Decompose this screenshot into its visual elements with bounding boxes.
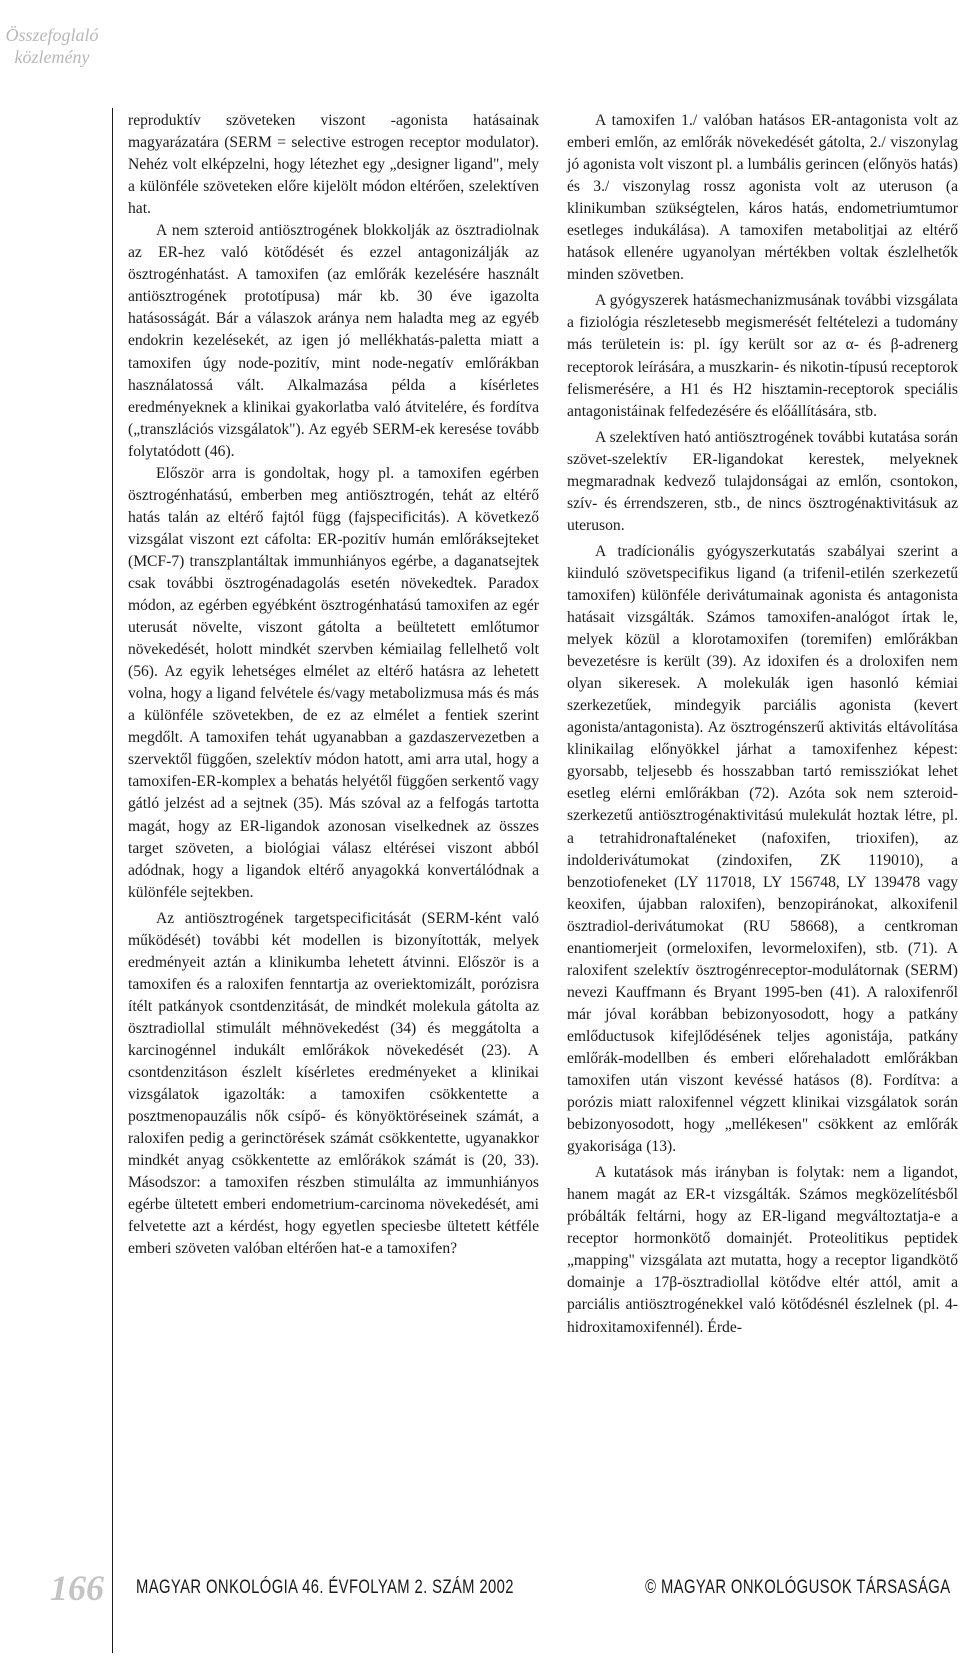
section-tag-line2: közlemény <box>14 47 90 67</box>
paragraph: A szelektíven ható antiösztrogének további kutatása során szövet-szelektív ER-ligandokat kerestek, melyeknek megmaradnak kedvező tulajdonságai az emlőn, csontokon, szív- és érrendszeren, stb., de nincs ösztrogénaktivitásuk az uteruson. <box>567 428 958 534</box>
section-tag <box>0 24 104 68</box>
margin-rule <box>112 108 113 1653</box>
paragraph: A tamoxifen 1./ valóban hatásos ER-antagonista volt az emberi emlőn, az emlőrák növekedését gátolta, 2./ viszonylag jó agonista volt viszont pl. a lumbális gerincen (előnyös hatás) és 3./ viszonylag rossz agonista volt az uteruson (a klinikumban szükségtelen, káros hatás, endometriumtumor esetleges indukálása). A tamoxifen metabolitjai az eltérő hatások ellenére ugyanolyan mértékben voltak észlelhetők minden szövetben. <box>567 112 958 284</box>
paragraph: reproduktív szöveteken viszont -agonista hatásainak magyarázatára (SERM = selective estrogen receptor modulator). Nehéz volt elképzelni, hogy létezhet egy „designer ligand", mely a különféle szöveteken előre kijelölt módon eltérően, szelektíven hat. <box>128 112 539 218</box>
paragraph: Az antiösztrogének targetspecificitását (SERM-ként való működését) további két modellen is bizonyították, melyek eredményeit aztán a klinikumba lehetett átvinni. Először is a tamoxifen és a raloxifen fenntartja az overiektomizált, porózisra ítélt patkányok csontdenzitását, de mindkét molekula gátolta az ösztradiollal stimulált méhnövekedést (34) és meggátolta a karcinogénnel indukált emlőrákok növekedését (23). A csontdenzitáson észlelt kísérletes eredményeket a klinikai vizsgálatok igazolták: a tamoxifen csökkentette a posztmenopauzális nők csípő- és könyöktöréseinek számát, a raloxifen pedig a gerinctörések számát csökkentette, ugyanakkor mindkét anyag csökkentette az emlőrákok számát is (20, 33). Másodszor: a tamoxifen részben stimulálta az immunhiányos egérbe ültetett emberi endometrium-carcinoma növekedését, ami felvetette azt a kérdést, hogy egyetlen speciesbe ültetett kétféle emberi szöveten valóban eltérően hat-e a tamoxifen? <box>128 909 539 1258</box>
page-number: 166 <box>50 1568 104 1608</box>
paragraph: A kutatások más irányban is folytak: nem a ligandot, hanem magát az ER-t vizsgálták. Számos megközelítésből próbálták feltárni, hogy az ER-ligand megváltoztatja-e a receptor hormonkötő domainjét. Proteolitikus peptidek „mapping" vizsgálata azt mutatta, hogy a receptor ligandkötő domainje a 17β-ösztradiollal kötődve eltér attól, amit a parciális antiösztrogénekkel való kötődésnél észlelnek (pl. 4-hidroxitamoxifennél). Érde- <box>567 1164 958 1336</box>
paragraph: A tradícionális gyógyszerkutatás szabályai szerint a kiinduló szövetspecifikus ligand (a trifenil-etilén szerkezetű tamoxifen) különféle derivátumainak agonista és antagonista hatásait vizsgálták. Számos tamoxifen-analógot írtak le, melyek közül a klorotamoxifen (toremifen) emlőrákban bevezetésre is került (39). Az idoxifen és a droloxifen nem olyan sikeresek. A molekulák igen hasonló kémiai szerkezetűek, mindegyik parciális agonista (kevert agonista/antagonista). Az ösztrogénszerű aktivitás eltávolítása klinikailag előnyökkel járhat a tamoxifenhez képest: gyorsabb, teljesebb és hosszabban tartó remissziókat lehet esetleg elérni emlőrákban (72). Azóta sok nem szteroid-szerkezetű antiösztrogénaktivitású mulekulát hoztak létre, pl. a tetrahidronaftaléneket (nafoxifen, trioxifen), az indolderivátumokat (zindoxifen, ZK 119010), a benzotiofeneket (LY 117018, LY 156748, LY 139478 vagy keoxifen, újabban raloxifen), benzopiránokat, alkoxifenil ösztradiol-derivátumokat (RU 58668), a centkroman enantiomerjeit (ormeloxifen, levormeloxifen), stb. (71). A raloxifent szelektív ösztrogénreceptor-modulátornak (SERM) nevezi Kauffmann és Bryant 1995-ben (41). A raloxifenről már jóval korábban bebizonyosodott, hogy a patkány emlőductusok kifejlődésének teljes agonistája, patkány emlőrák-modellben és emberi előrehaladott emlőrákban tamoxifen után viszont kevéssé hatásos (8). Fordítva: a porózis miatt raloxifennel végzett klinikai vizsgálatok során bebizonyosodott, hogy „mellékesen" csökkent az emlőrák gyakorisága (13). <box>567 542 958 1156</box>
journal-footer: MAGYAR ONKOLÓGIA 46. ÉVFOLYAM 2. SZÁM 2002 <box>136 1577 514 1598</box>
paragraph: A gyógyszerek hatásmechanizmusának további vizsgálata a fiziológia részletesebb megismerését feltételezi a tudomány más területein is: pl. így került sor az α- és β-adrenerg receptorok leírására, a muszkarin- és nikotin-típusú receptorok felismerésére, a H1 és H2 hisztamin-receptorok speciális antagonistáinak felfedezésére és előállítására, stb. <box>567 292 958 420</box>
copyright-footer: © MAGYAR ONKOLÓGUSOK TÁRSASÁGA <box>644 1577 950 1598</box>
left-column <box>128 110 539 1260</box>
paragraph: A nem szteroid antiösztrogének blokkolják az ösztradiolnak az ER-hez való kötődését és ezzel antagonizálják az ösztrogénhatást. A tamoxifen (az emlőrák kezelésére használt antiösztrogének prototípusa) már kb. 30 éve igazolta hatásosságát. Bár a válaszok aránya nem haladta meg az egyéb endokrin kezelésekét, az igen jó mellékhatás-paletta miatt a tamoxifen úgy node-pozitív, mint node-negatív emlőrákban használatossá vált. Alkalmazása példa a kísérletes eredményeknek a klinikai gyakorlatba való átvitelére, és fordítva („transzlációs vizsgálatok"). Az egyéb SERM-ek keresése tovább folytatódott (46). <box>128 222 539 460</box>
right-column <box>567 110 958 1339</box>
section-tag-line1: Összefoglaló <box>5 25 99 45</box>
paragraph: Először arra is gondoltak, hogy pl. a tamoxifen egérben ösztrogénhatású, emberben meg antiösztrogén, tehát az eltérő hatás talán az eltérő fajtól függ (fajspecificitás). A következő vizsgálat viszont ezt cáfolta: ER-pozitív humán emlőráksejteket (MCF-7) transzplantáltak immunhiányos egérbe, a daganatsejtek csak további ösztrogénadagolás esetén növekedtek. Paradox módon, az egérben egyébként ösztrogénhatású tamoxifen az egér uterusát növelte, viszont gátolta a beültetett emlőtumor növekedését, holott mindkét szervben kémiailag fellelhető volt (56). Az egyik lehetséges elmélet az eltérő hatásra az lehetett volna, hogy a ligand felvétele és/vagy metabolizmusa más és más a különféle szövetekben, de ez az elmélet a fentiek szerint megdőlt. A tamoxifen tehát ugyanabban a gazdaszervezetben a szervektől függően, szelektív módon hatott, ami arra utal, hogy a tamoxifen-ER-komplex a behatás helyétől függően serkentő vagy gátló jelzést ad a sejtnek (35). Más szóval az a felfogás tartotta magát, hogy az ER-ligandok azonosan viselkednek az összes target szöveten, a biológiai válasz eltérései viszont abból adódnak, hogy a ligandok eltérő anyagokká konvertálódnak a különféle sejtekben. <box>128 464 539 901</box>
